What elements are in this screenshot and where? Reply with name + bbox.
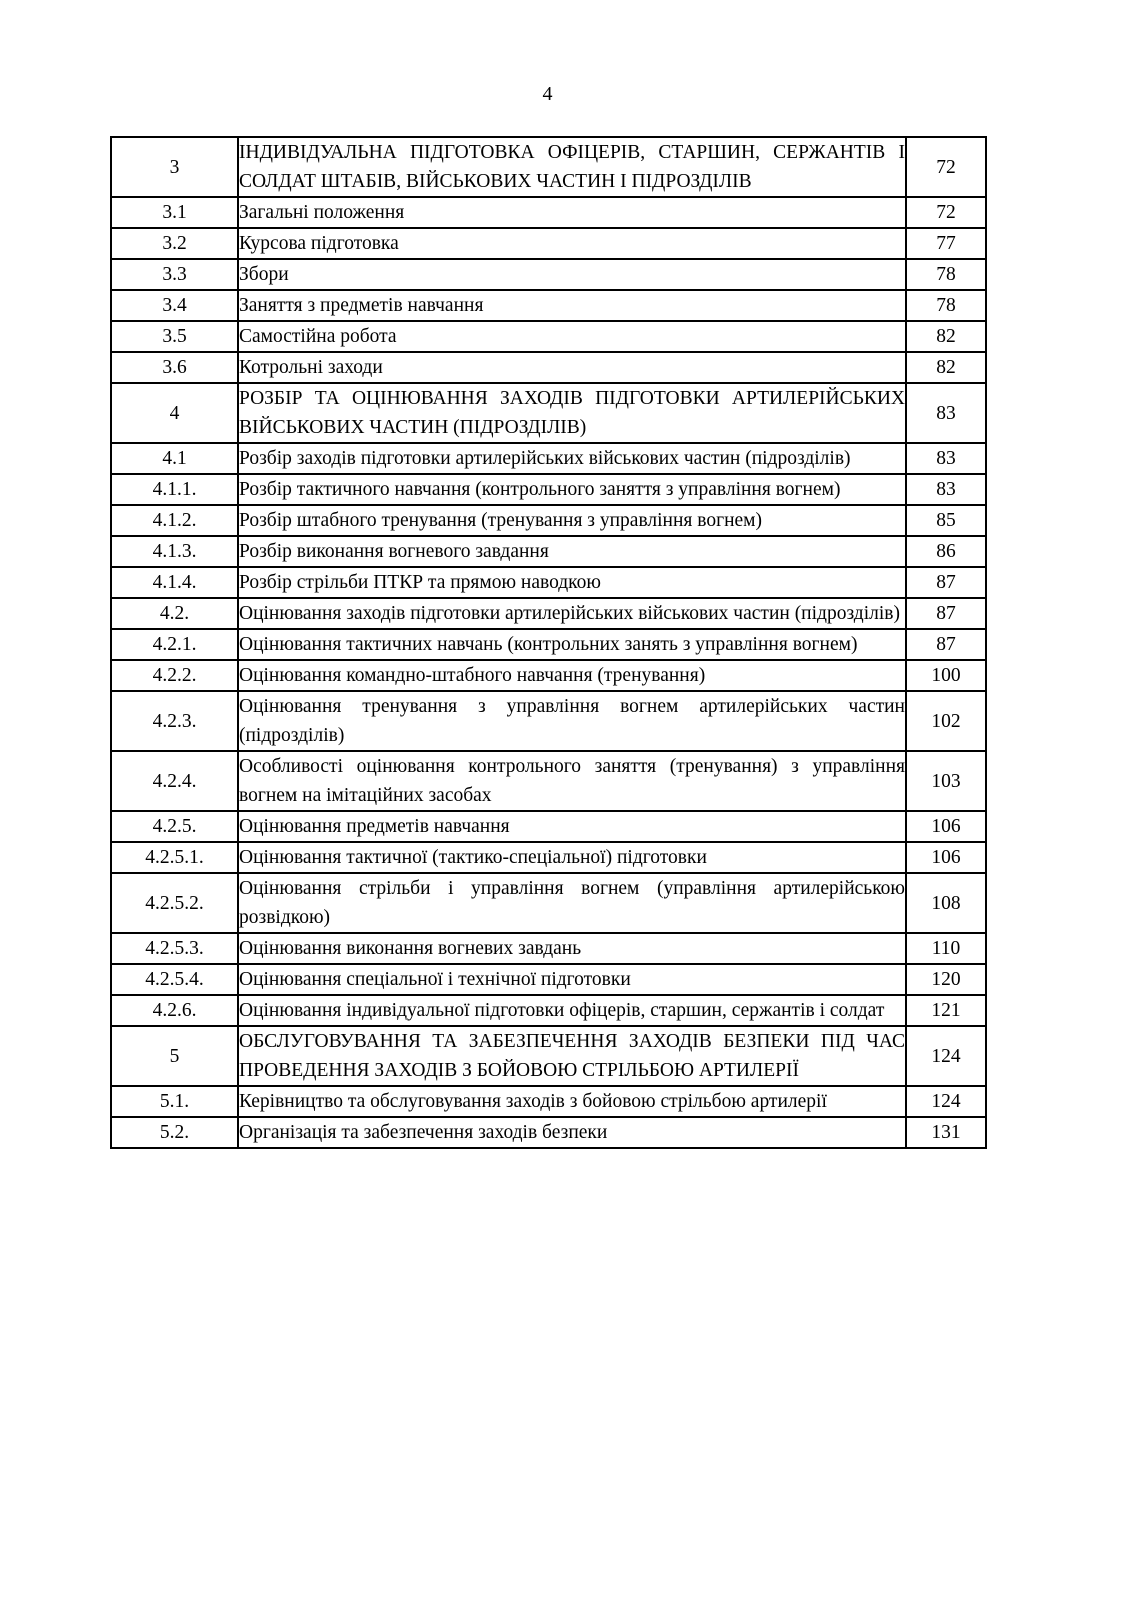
toc-row-title: Розбір стрільби ПТКР та прямою наводкою	[238, 567, 906, 598]
toc-row-title: Оцінювання стрільби і управління вогнем (управління артилерійською розвідкою)	[238, 873, 906, 933]
toc-row	[111, 228, 986, 259]
toc-row-page: 83	[906, 474, 986, 505]
toc-row-number: 3.6	[111, 352, 238, 383]
toc-row-number: 4.2.5.2.	[111, 873, 238, 933]
toc-row-page: 124	[906, 1086, 986, 1117]
toc-row-number: 4.2.5.	[111, 811, 238, 842]
toc-row-number: 5.2.	[111, 1117, 238, 1148]
toc-row-title: Розбір заходів підготовки артилерійських військових частин (підрозділів)	[238, 443, 906, 474]
toc-row	[111, 1117, 986, 1148]
toc-row	[111, 197, 986, 228]
toc-row	[111, 259, 986, 290]
toc-row-page: 100	[906, 660, 986, 691]
toc-row	[111, 873, 986, 933]
toc-row-title: Оцінювання виконання вогневих завдань	[238, 933, 906, 964]
toc-row-title: Оцінювання заходів підготовки артилерійських військових частин (підрозділів)	[238, 598, 906, 629]
toc-row-title: Збори	[238, 259, 906, 290]
toc-row-title: Розбір виконання вогневого завдання	[238, 536, 906, 567]
toc-table-body	[111, 137, 986, 1148]
toc-row-page: 83	[906, 443, 986, 474]
toc-row-number: 3.2	[111, 228, 238, 259]
toc-row-number: 4.2.6.	[111, 995, 238, 1026]
toc-row-number: 4.2.2.	[111, 660, 238, 691]
toc-row-page: 87	[906, 629, 986, 660]
toc-row-number: 4.1.4.	[111, 567, 238, 598]
toc-row	[111, 629, 986, 660]
toc-row-title: Заняття з предметів навчання	[238, 290, 906, 321]
toc-row-number: 4.1.1.	[111, 474, 238, 505]
toc-row-title: Оцінювання тактичних навчань (контрольних занять з управління вогнем)	[238, 629, 906, 660]
toc-row-title: Оцінювання спеціальної і технічної підготовки	[238, 964, 906, 995]
toc-row-page: 86	[906, 536, 986, 567]
toc-row-title: Особливості оцінювання контрольного заняття (тренування) з управління вогнем на імітаційних засобах	[238, 751, 906, 811]
toc-row-title: Курсова підготовка	[238, 228, 906, 259]
toc-row-number: 4.2.5.4.	[111, 964, 238, 995]
toc-row-page: 120	[906, 964, 986, 995]
toc-row	[111, 352, 986, 383]
toc-row-page: 103	[906, 751, 986, 811]
toc-row-title: Керівництво та обслуговування заходів з бойовою стрільбою артилерії	[238, 1086, 906, 1117]
toc-row-number: 4.2.	[111, 598, 238, 629]
toc-row	[111, 933, 986, 964]
toc-row-title: Оцінювання предметів навчання	[238, 811, 906, 842]
toc-row	[111, 290, 986, 321]
toc-row	[111, 842, 986, 873]
toc-table	[110, 136, 987, 1149]
toc-row-number: 4.2.5.1.	[111, 842, 238, 873]
toc-row-number: 4.2.5.3.	[111, 933, 238, 964]
toc-row-page: 72	[906, 197, 986, 228]
toc-row-title: ОБСЛУГОВУВАННЯ ТА ЗАБЕЗПЕЧЕННЯ ЗАХОДІВ БЕЗПЕКИ ПІД ЧАС ПРОВЕДЕННЯ ЗАХОДІВ З БОЙОВОЮ СТРІЛЬБОЮ АРТИЛЕРІЇ	[238, 1026, 906, 1086]
toc-row-number: 4.2.3.	[111, 691, 238, 751]
toc-row-number: 4.1	[111, 443, 238, 474]
toc-row	[111, 474, 986, 505]
toc-row-page: 87	[906, 598, 986, 629]
toc-row-page: 108	[906, 873, 986, 933]
toc-row	[111, 505, 986, 536]
toc-row-number: 3.1	[111, 197, 238, 228]
toc-row	[111, 598, 986, 629]
toc-row-number: 4.1.2.	[111, 505, 238, 536]
toc-row-title: Оцінювання індивідуальної підготовки офіцерів, старшин, сержантів і солдат	[238, 995, 906, 1026]
toc-row-title: Оцінювання командно-штабного навчання (тренування)	[238, 660, 906, 691]
toc-row-page: 110	[906, 933, 986, 964]
toc-row	[111, 383, 986, 443]
toc-row-title: Загальні положення	[238, 197, 906, 228]
toc-row-page: 82	[906, 321, 986, 352]
toc-row-number: 3.5	[111, 321, 238, 352]
toc-row	[111, 1086, 986, 1117]
toc-row-title: Оцінювання тактичної (тактико-спеціальної) підготовки	[238, 842, 906, 873]
toc-row	[111, 567, 986, 598]
toc-row-number: 4	[111, 383, 238, 443]
toc-row-number: 3.4	[111, 290, 238, 321]
toc-row-page: 124	[906, 1026, 986, 1086]
toc-row-page: 72	[906, 137, 986, 197]
toc-row-page: 78	[906, 290, 986, 321]
toc-row-title: ІНДИВІДУАЛЬНА ПІДГОТОВКА ОФІЦЕРІВ, СТАРШИН, СЕРЖАНТІВ І СОЛДАТ ШТАБІВ, ВІЙСЬКОВИХ ЧАСТИН І ПІДРОЗДІЛІВ	[238, 137, 906, 197]
toc-row-page: 82	[906, 352, 986, 383]
toc-row	[111, 536, 986, 567]
toc-row-page: 85	[906, 505, 986, 536]
toc-row-page: 121	[906, 995, 986, 1026]
toc-row-number: 5	[111, 1026, 238, 1086]
toc-row	[111, 691, 986, 751]
toc-row-number: 5.1.	[111, 1086, 238, 1117]
toc-row	[111, 443, 986, 474]
toc-row	[111, 1026, 986, 1086]
toc-row-page: 102	[906, 691, 986, 751]
toc-row-number: 4.2.1.	[111, 629, 238, 660]
toc-row-title: Розбір штабного тренування (тренування з управління вогнем)	[238, 505, 906, 536]
toc-row	[111, 660, 986, 691]
toc-row	[111, 751, 986, 811]
toc-row	[111, 811, 986, 842]
toc-row-title: Організація та забезпечення заходів безпеки	[238, 1117, 906, 1148]
toc-row	[111, 321, 986, 352]
toc-row-page: 106	[906, 842, 986, 873]
toc-row-title: Розбір тактичного навчання (контрольного заняття з управління вогнем)	[238, 474, 906, 505]
toc-row-page: 131	[906, 1117, 986, 1148]
toc-row-title: РОЗБІР ТА ОЦІНЮВАННЯ ЗАХОДІВ ПІДГОТОВКИ АРТИЛЕРІЙСЬКИХ ВІЙСЬКОВИХ ЧАСТИН (ПІДРОЗДІЛІВ)	[238, 383, 906, 443]
page-number: 4	[542, 83, 553, 105]
toc-row-number: 4.2.4.	[111, 751, 238, 811]
toc-row-number: 3	[111, 137, 238, 197]
toc-row-page: 87	[906, 567, 986, 598]
toc-row	[111, 964, 986, 995]
toc-row-page: 77	[906, 228, 986, 259]
toc-row	[111, 137, 986, 197]
toc-row-number: 4.1.3.	[111, 536, 238, 567]
toc-row-page: 78	[906, 259, 986, 290]
toc-row-title: Самостійна робота	[238, 321, 906, 352]
toc-row	[111, 995, 986, 1026]
toc-row-number: 3.3	[111, 259, 238, 290]
toc-row-title: Котрольні заходи	[238, 352, 906, 383]
toc-row-page: 83	[906, 383, 986, 443]
toc-row-page: 106	[906, 811, 986, 842]
toc-row-title: Оцінювання тренування з управління вогнем артилерійських частин (підрозділів)	[238, 691, 906, 751]
